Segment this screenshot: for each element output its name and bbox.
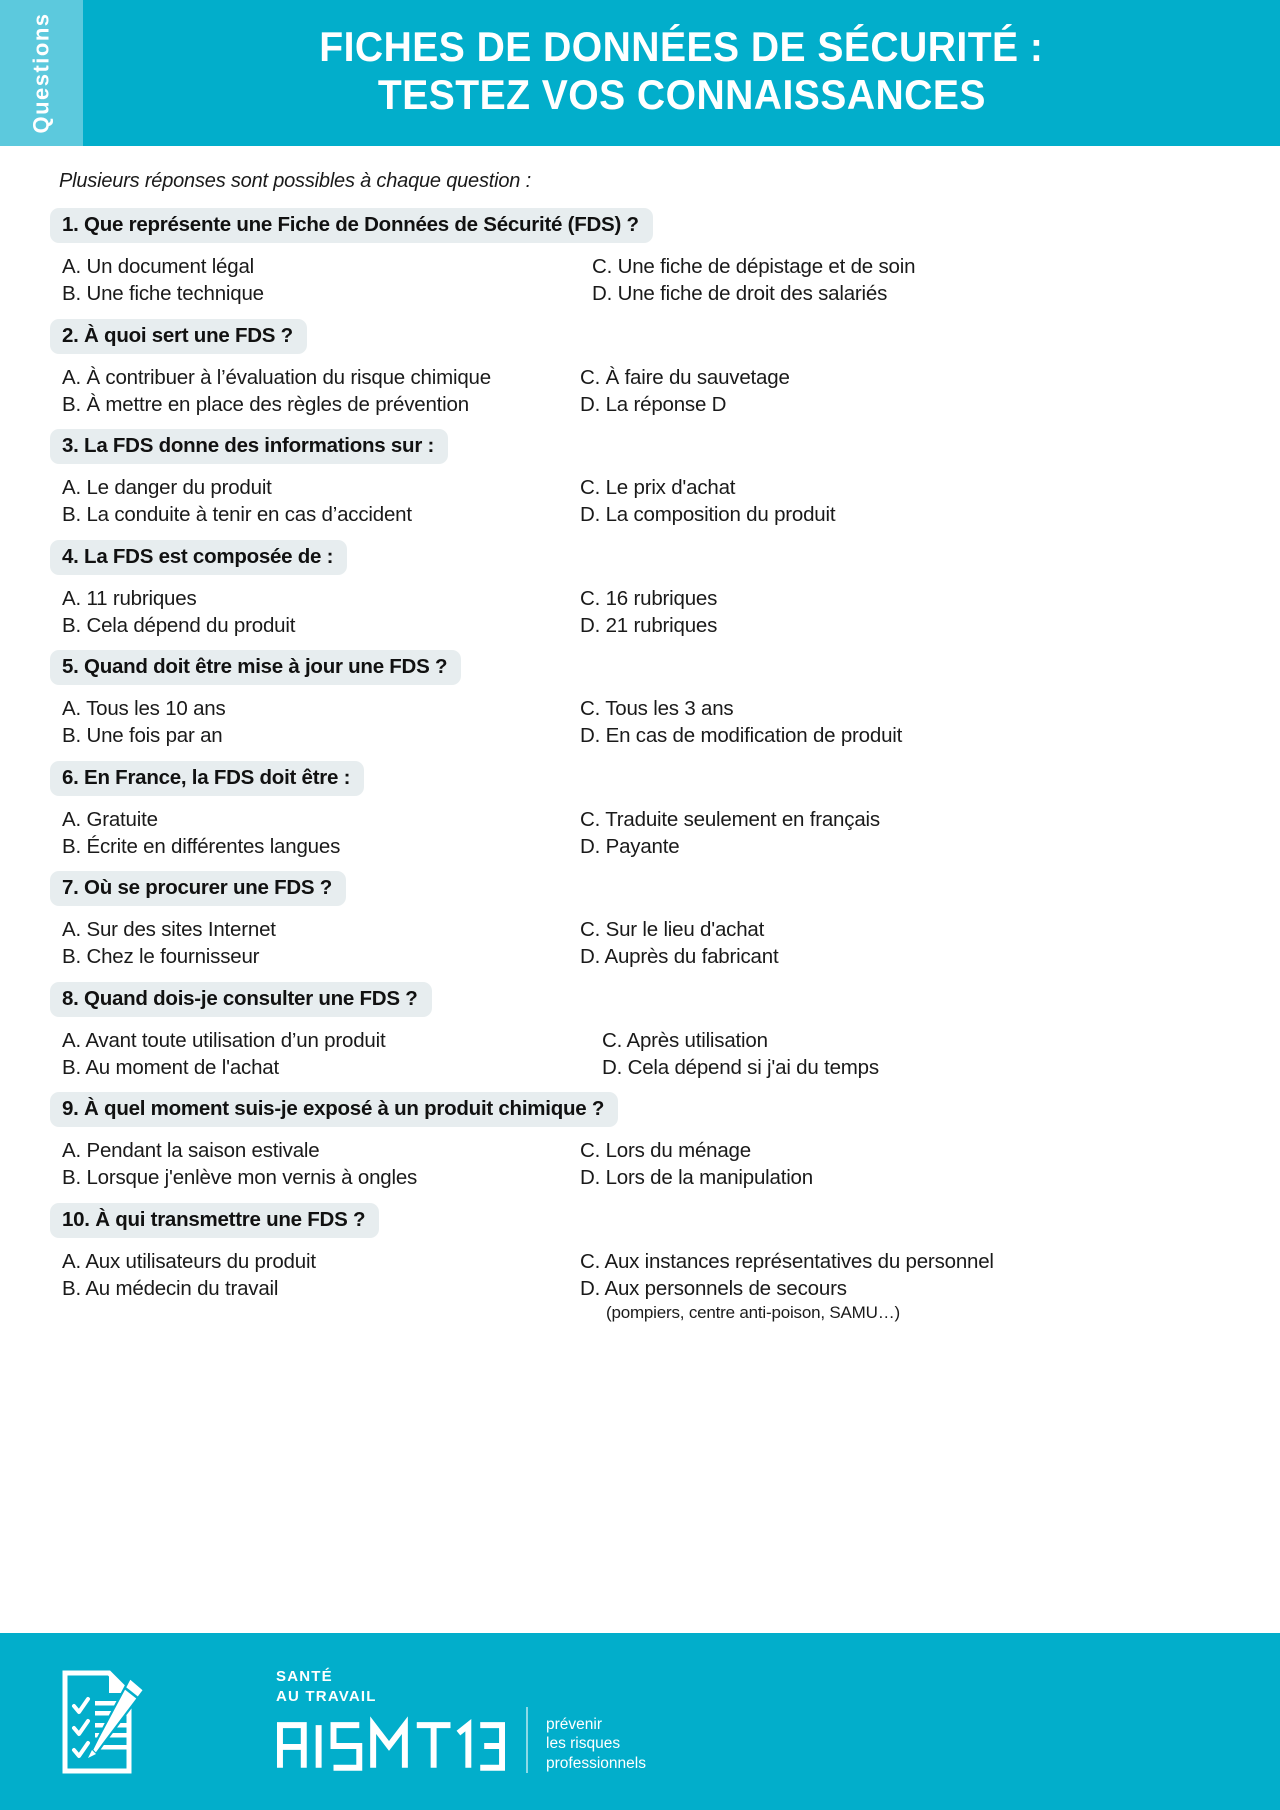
brand-tagline xyxy=(546,1715,646,1774)
tagline-line-2: les risques xyxy=(546,1735,621,1753)
options-column-left-4 xyxy=(62,585,580,640)
options-column-right-10 xyxy=(580,1248,994,1325)
option-a-7[interactable]: A. Sur des sites Internet xyxy=(62,918,276,941)
option-c-5[interactable]: C. Tous les 3 ans xyxy=(580,697,734,720)
option-c-3[interactable]: C. Le prix d'achat xyxy=(580,476,736,499)
option-c-4[interactable]: C. 16 rubriques xyxy=(580,586,718,610)
option-d-6[interactable]: D. Payante xyxy=(580,834,680,858)
question-block-9 xyxy=(0,1092,1280,1192)
option-d-3[interactable]: D. La composition du produit xyxy=(580,503,836,527)
question-block-2 xyxy=(0,319,1280,419)
question-heading-4: 4. La FDS est composée de : xyxy=(50,540,347,575)
page-footer xyxy=(0,1633,1280,1810)
section-tab-questions xyxy=(0,0,83,146)
options-column-right-9 xyxy=(580,1137,813,1192)
question-heading-1: 1. Que représente une Fiche de Données de Sécurité (FDS) ? xyxy=(50,208,653,243)
page-title-line-1: FICHES DE DONNÉES DE SÉCURITÉ : xyxy=(319,23,1044,71)
option-d-7[interactable]: D. Auprès du fabricant xyxy=(580,945,779,969)
brand-text-group xyxy=(276,1667,506,1777)
question-block-6 xyxy=(0,761,1280,861)
options-column-right-8 xyxy=(602,1027,879,1082)
options-column-left-7 xyxy=(62,916,580,971)
question-block-1 xyxy=(0,208,1280,308)
options-column-left-2 xyxy=(62,364,580,419)
option-d-note-10: (pompiers, centre anti-poison, SAMU…) xyxy=(606,1303,900,1322)
options-column-left-1 xyxy=(62,253,592,308)
options-column-right-3 xyxy=(580,474,835,529)
option-b-8[interactable]: B. Au moment de l'achat xyxy=(62,1055,279,1079)
option-b-3[interactable]: B. La conduite à tenir en cas d’accident xyxy=(62,503,412,527)
options-column-right-7 xyxy=(580,916,778,971)
options-column-right-5 xyxy=(580,695,902,750)
question-heading-8: 8. Quand dois-je consulter une FDS ? xyxy=(50,982,432,1017)
option-d-2[interactable]: D. La réponse D xyxy=(580,392,727,416)
question-heading-6: 6. En France, la FDS doit être : xyxy=(50,761,364,796)
option-a-5[interactable]: A. Tous les 10 ans xyxy=(62,697,226,720)
question-options-4 xyxy=(50,585,1280,640)
question-heading-5: 5. Quand doit être mise à jour une FDS ? xyxy=(50,650,461,685)
option-b-4[interactable]: B. Cela dépend du produit xyxy=(62,613,296,637)
footer-brand xyxy=(276,1667,646,1777)
option-d-9[interactable]: D. Lors de la manipulation xyxy=(580,1166,813,1190)
question-options-7 xyxy=(50,916,1280,971)
questions-list xyxy=(0,208,1280,1336)
option-b-6[interactable]: B. Écrite en différentes langues xyxy=(62,834,341,858)
options-column-left-10 xyxy=(62,1248,580,1325)
question-heading-3: 3. La FDS donne des informations sur : xyxy=(50,429,448,464)
question-options-9 xyxy=(50,1137,1280,1192)
tagline-line-3: professionnels xyxy=(546,1754,646,1772)
option-b-7[interactable]: B. Chez le fournisseur xyxy=(62,945,260,969)
brand-sante-line2: AU TRAVAIL xyxy=(276,1687,377,1705)
option-c-10[interactable]: C. Aux instances représentatives du personnel xyxy=(580,1249,994,1273)
aismt13-wordmark xyxy=(276,1713,506,1771)
options-column-left-9 xyxy=(62,1137,580,1192)
option-b-10[interactable]: B. Au médecin du travail xyxy=(62,1276,279,1300)
page-header xyxy=(0,0,1280,146)
question-block-4 xyxy=(0,540,1280,640)
brand-sante-line1: SANTÉ xyxy=(276,1667,333,1685)
option-a-10[interactable]: A. Aux utilisateurs du produit xyxy=(62,1249,316,1273)
tagline-line-1: prévenir xyxy=(546,1715,602,1733)
option-b-1[interactable]: B. Une fiche technique xyxy=(62,282,264,306)
question-block-5 xyxy=(0,650,1280,750)
question-block-8 xyxy=(0,982,1280,1082)
option-c-7[interactable]: C. Sur le lieu d'achat xyxy=(580,918,765,941)
instructions-text: Plusieurs réponses sont possibles à chaque question : xyxy=(59,170,531,192)
options-column-left-5 xyxy=(62,695,580,750)
question-heading-9: 9. À quel moment suis-je exposé à un produit chimique ? xyxy=(50,1092,618,1127)
options-column-left-3 xyxy=(62,474,580,529)
questionnaire-body xyxy=(0,146,1280,1633)
option-d-8[interactable]: D. Cela dépend si j'ai du temps xyxy=(602,1055,879,1079)
question-heading-7: 7. Où se procurer une FDS ? xyxy=(50,871,346,906)
option-b-5[interactable]: B. Une fois par an xyxy=(62,724,223,748)
option-b-2[interactable]: B. À mettre en place des règles de prévention xyxy=(62,392,469,416)
option-c-9[interactable]: C. Lors du ménage xyxy=(580,1139,751,1162)
options-column-left-8 xyxy=(62,1027,602,1082)
options-column-right-6 xyxy=(580,806,880,861)
option-a-4[interactable]: A. 11 rubriques xyxy=(62,586,197,610)
option-a-3[interactable]: A. Le danger du produit xyxy=(62,476,272,499)
option-d-4[interactable]: D. 21 rubriques xyxy=(580,613,718,637)
brand-divider xyxy=(526,1707,528,1773)
option-d-5[interactable]: D. En cas de modification de produit xyxy=(580,724,903,748)
question-block-3 xyxy=(0,429,1280,529)
question-options-5 xyxy=(50,695,1280,750)
options-column-right-4 xyxy=(580,585,717,640)
option-a-8[interactable]: A. Avant toute utilisation d’un produit xyxy=(62,1028,386,1052)
option-c-1[interactable]: C. Une fiche de dépistage et de soin xyxy=(592,255,916,278)
option-d-10[interactable]: D. Aux personnels de secours xyxy=(580,1276,847,1300)
option-a-1[interactable]: A. Un document légal xyxy=(62,255,255,278)
title-banner xyxy=(83,0,1280,146)
option-c-6[interactable]: C. Traduite seulement en français xyxy=(580,807,880,831)
question-options-8 xyxy=(50,1027,1280,1082)
section-tab-label: Questions xyxy=(28,12,54,134)
question-options-1 xyxy=(50,253,1280,308)
option-a-6[interactable]: A. Gratuite xyxy=(62,807,158,831)
question-options-3 xyxy=(50,474,1280,529)
brand-logo-aismt13 xyxy=(276,1713,506,1776)
option-b-9[interactable]: B. Lorsque j'enlève mon vernis à ongles xyxy=(62,1166,418,1190)
page-title-line-2: TESTEZ VOS CONNAISSANCES xyxy=(377,71,986,118)
option-d-1[interactable]: D. Une fiche de droit des salariés xyxy=(592,282,888,306)
question-heading-10: 10. À qui transmettre une FDS ? xyxy=(50,1203,379,1238)
option-c-2[interactable]: C. À faire du sauvetage xyxy=(580,365,790,389)
question-options-10 xyxy=(50,1248,1280,1325)
options-column-right-2 xyxy=(580,364,790,419)
question-options-6 xyxy=(50,806,1280,861)
question-options-2 xyxy=(50,364,1280,419)
question-block-10 xyxy=(0,1203,1280,1325)
question-block-7 xyxy=(0,871,1280,971)
option-a-9[interactable]: A. Pendant la saison estivale xyxy=(62,1139,320,1162)
question-heading-2: 2. À quoi sert une FDS ? xyxy=(50,319,307,354)
option-c-8[interactable]: C. Après utilisation xyxy=(602,1028,768,1052)
option-a-2[interactable]: A. À contribuer à l’évaluation du risque chimique xyxy=(62,365,491,389)
options-column-right-1 xyxy=(592,253,915,308)
options-column-left-6 xyxy=(62,806,580,861)
checklist-pencil-icon xyxy=(62,1670,148,1774)
